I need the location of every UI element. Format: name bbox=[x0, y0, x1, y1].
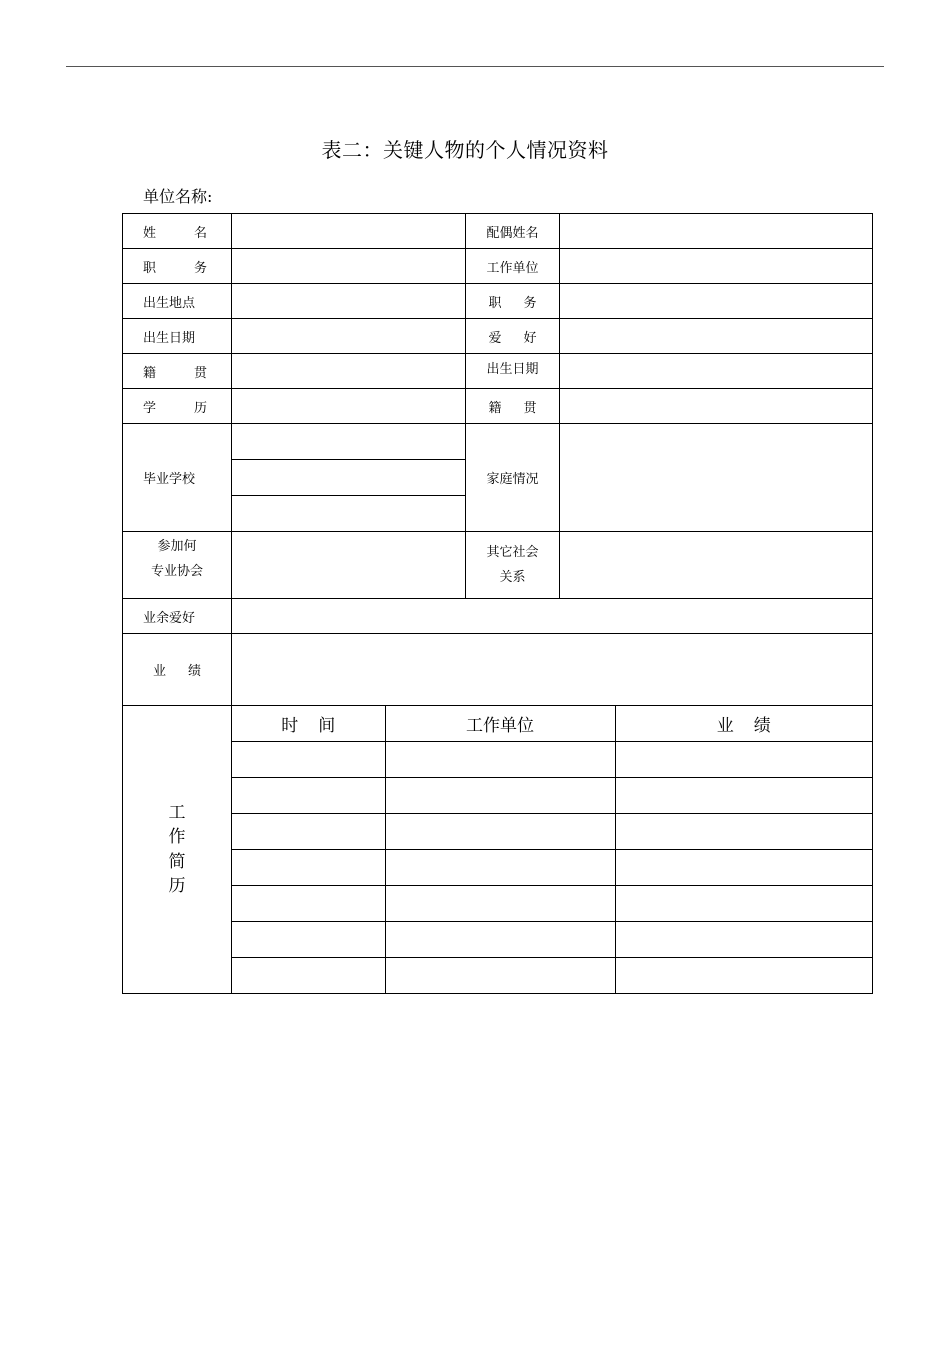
birthplace-field[interactable] bbox=[232, 284, 466, 319]
time-cell[interactable] bbox=[232, 958, 385, 994]
label-work-history: 工 作 简 历 bbox=[123, 706, 232, 994]
employer-cell[interactable] bbox=[385, 742, 615, 778]
achievement-cell[interactable] bbox=[615, 814, 872, 850]
time-cell[interactable] bbox=[232, 886, 385, 922]
school-fields bbox=[232, 424, 466, 532]
form-row-school bbox=[123, 424, 873, 532]
spouse-native-place-field[interactable] bbox=[560, 389, 873, 424]
employer-cell[interactable] bbox=[385, 922, 615, 958]
label-professional-association: 参加何 专业协会 bbox=[123, 532, 232, 599]
achievements-field[interactable] bbox=[232, 634, 873, 706]
label-birthdate: 出生日期 bbox=[123, 319, 232, 354]
time-cell[interactable] bbox=[232, 814, 385, 850]
label-native-place: 籍 贯 bbox=[123, 354, 232, 389]
form-row-position bbox=[123, 249, 873, 284]
time-cell[interactable] bbox=[232, 742, 385, 778]
birthdate-field[interactable] bbox=[232, 319, 466, 354]
time-cell[interactable] bbox=[232, 850, 385, 886]
school-field-1[interactable] bbox=[232, 424, 465, 460]
table-row bbox=[232, 922, 872, 958]
employer-cell[interactable] bbox=[385, 958, 615, 994]
label-spouse-position: 职 务 bbox=[466, 284, 560, 319]
school-field-2[interactable] bbox=[232, 460, 465, 496]
table-row bbox=[232, 778, 872, 814]
spouse-hobby-field[interactable] bbox=[560, 319, 873, 354]
time-cell[interactable] bbox=[232, 778, 385, 814]
label-spouse-name: 配偶姓名 bbox=[466, 214, 560, 249]
work-history-table-cell bbox=[232, 706, 873, 994]
native-place-field[interactable] bbox=[232, 354, 466, 389]
form-row-name bbox=[123, 214, 873, 249]
spouse-employer-field[interactable] bbox=[560, 249, 873, 284]
table-row bbox=[232, 850, 872, 886]
label-family-situation: 家庭情况 bbox=[466, 424, 560, 532]
form-row-association bbox=[123, 532, 873, 599]
time-cell[interactable] bbox=[232, 922, 385, 958]
employer-cell[interactable] bbox=[385, 814, 615, 850]
table-row bbox=[232, 814, 872, 850]
label-spouse-hobby: 爱 好 bbox=[466, 319, 560, 354]
label-graduated-school: 毕业学校 bbox=[123, 424, 232, 532]
work-history-table bbox=[232, 706, 872, 993]
achievement-cell[interactable] bbox=[615, 886, 872, 922]
achievement-cell[interactable] bbox=[615, 922, 872, 958]
document-title: 表二：关键人物的个人情况资料 bbox=[321, 138, 609, 162]
name-field[interactable] bbox=[232, 214, 466, 249]
header-rule bbox=[66, 66, 884, 67]
col-header-achievement: 业 绩 bbox=[615, 706, 872, 742]
other-relations-field[interactable] bbox=[560, 532, 873, 599]
form-row-origin bbox=[123, 354, 873, 389]
form-row-education bbox=[123, 389, 873, 424]
label-birthplace: 出生地点 bbox=[123, 284, 232, 319]
employer-cell[interactable] bbox=[385, 886, 615, 922]
work-history-header bbox=[232, 706, 872, 742]
achievement-cell[interactable] bbox=[615, 742, 872, 778]
label-education: 学 历 bbox=[123, 389, 232, 424]
table-row bbox=[232, 742, 872, 778]
col-header-employer: 工作单位 bbox=[385, 706, 615, 742]
employer-cell[interactable] bbox=[385, 850, 615, 886]
form-row-work-history bbox=[123, 706, 873, 994]
education-field[interactable] bbox=[232, 389, 466, 424]
spouse-birthdate-field[interactable] bbox=[560, 354, 873, 389]
col-header-time: 时 间 bbox=[232, 706, 385, 742]
achievement-cell[interactable] bbox=[615, 850, 872, 886]
form-row-spare-hobby bbox=[123, 599, 873, 634]
table-row bbox=[232, 958, 872, 994]
label-achievements: 业 绩 bbox=[123, 634, 232, 706]
label-position: 职 务 bbox=[123, 249, 232, 284]
spouse-position-field[interactable] bbox=[560, 284, 873, 319]
form-row-achievements bbox=[123, 634, 873, 706]
professional-association-field[interactable] bbox=[232, 532, 466, 599]
employer-cell[interactable] bbox=[385, 778, 615, 814]
position-field[interactable] bbox=[232, 249, 466, 284]
school-field-3[interactable] bbox=[232, 496, 465, 531]
form-row-birthdate bbox=[123, 319, 873, 354]
label-spouse-employer: 工作单位 bbox=[466, 249, 560, 284]
achievement-cell[interactable] bbox=[615, 958, 872, 994]
spare-hobby-field[interactable] bbox=[232, 599, 873, 634]
label-spouse-birthdate: 出生日期 bbox=[466, 354, 560, 389]
table-row bbox=[232, 886, 872, 922]
personal-info-form bbox=[122, 213, 873, 994]
label-name: 姓 名 bbox=[123, 214, 232, 249]
achievement-cell[interactable] bbox=[615, 778, 872, 814]
label-other-relations: 其它社会 关系 bbox=[466, 532, 560, 599]
unit-name-label: 单位名称: bbox=[143, 187, 213, 206]
family-situation-field[interactable] bbox=[560, 424, 873, 532]
label-spare-hobby: 业余爱好 bbox=[123, 599, 232, 634]
label-spouse-native-place: 籍 贯 bbox=[466, 389, 560, 424]
form-row-birthplace bbox=[123, 284, 873, 319]
spouse-name-field[interactable] bbox=[560, 214, 873, 249]
